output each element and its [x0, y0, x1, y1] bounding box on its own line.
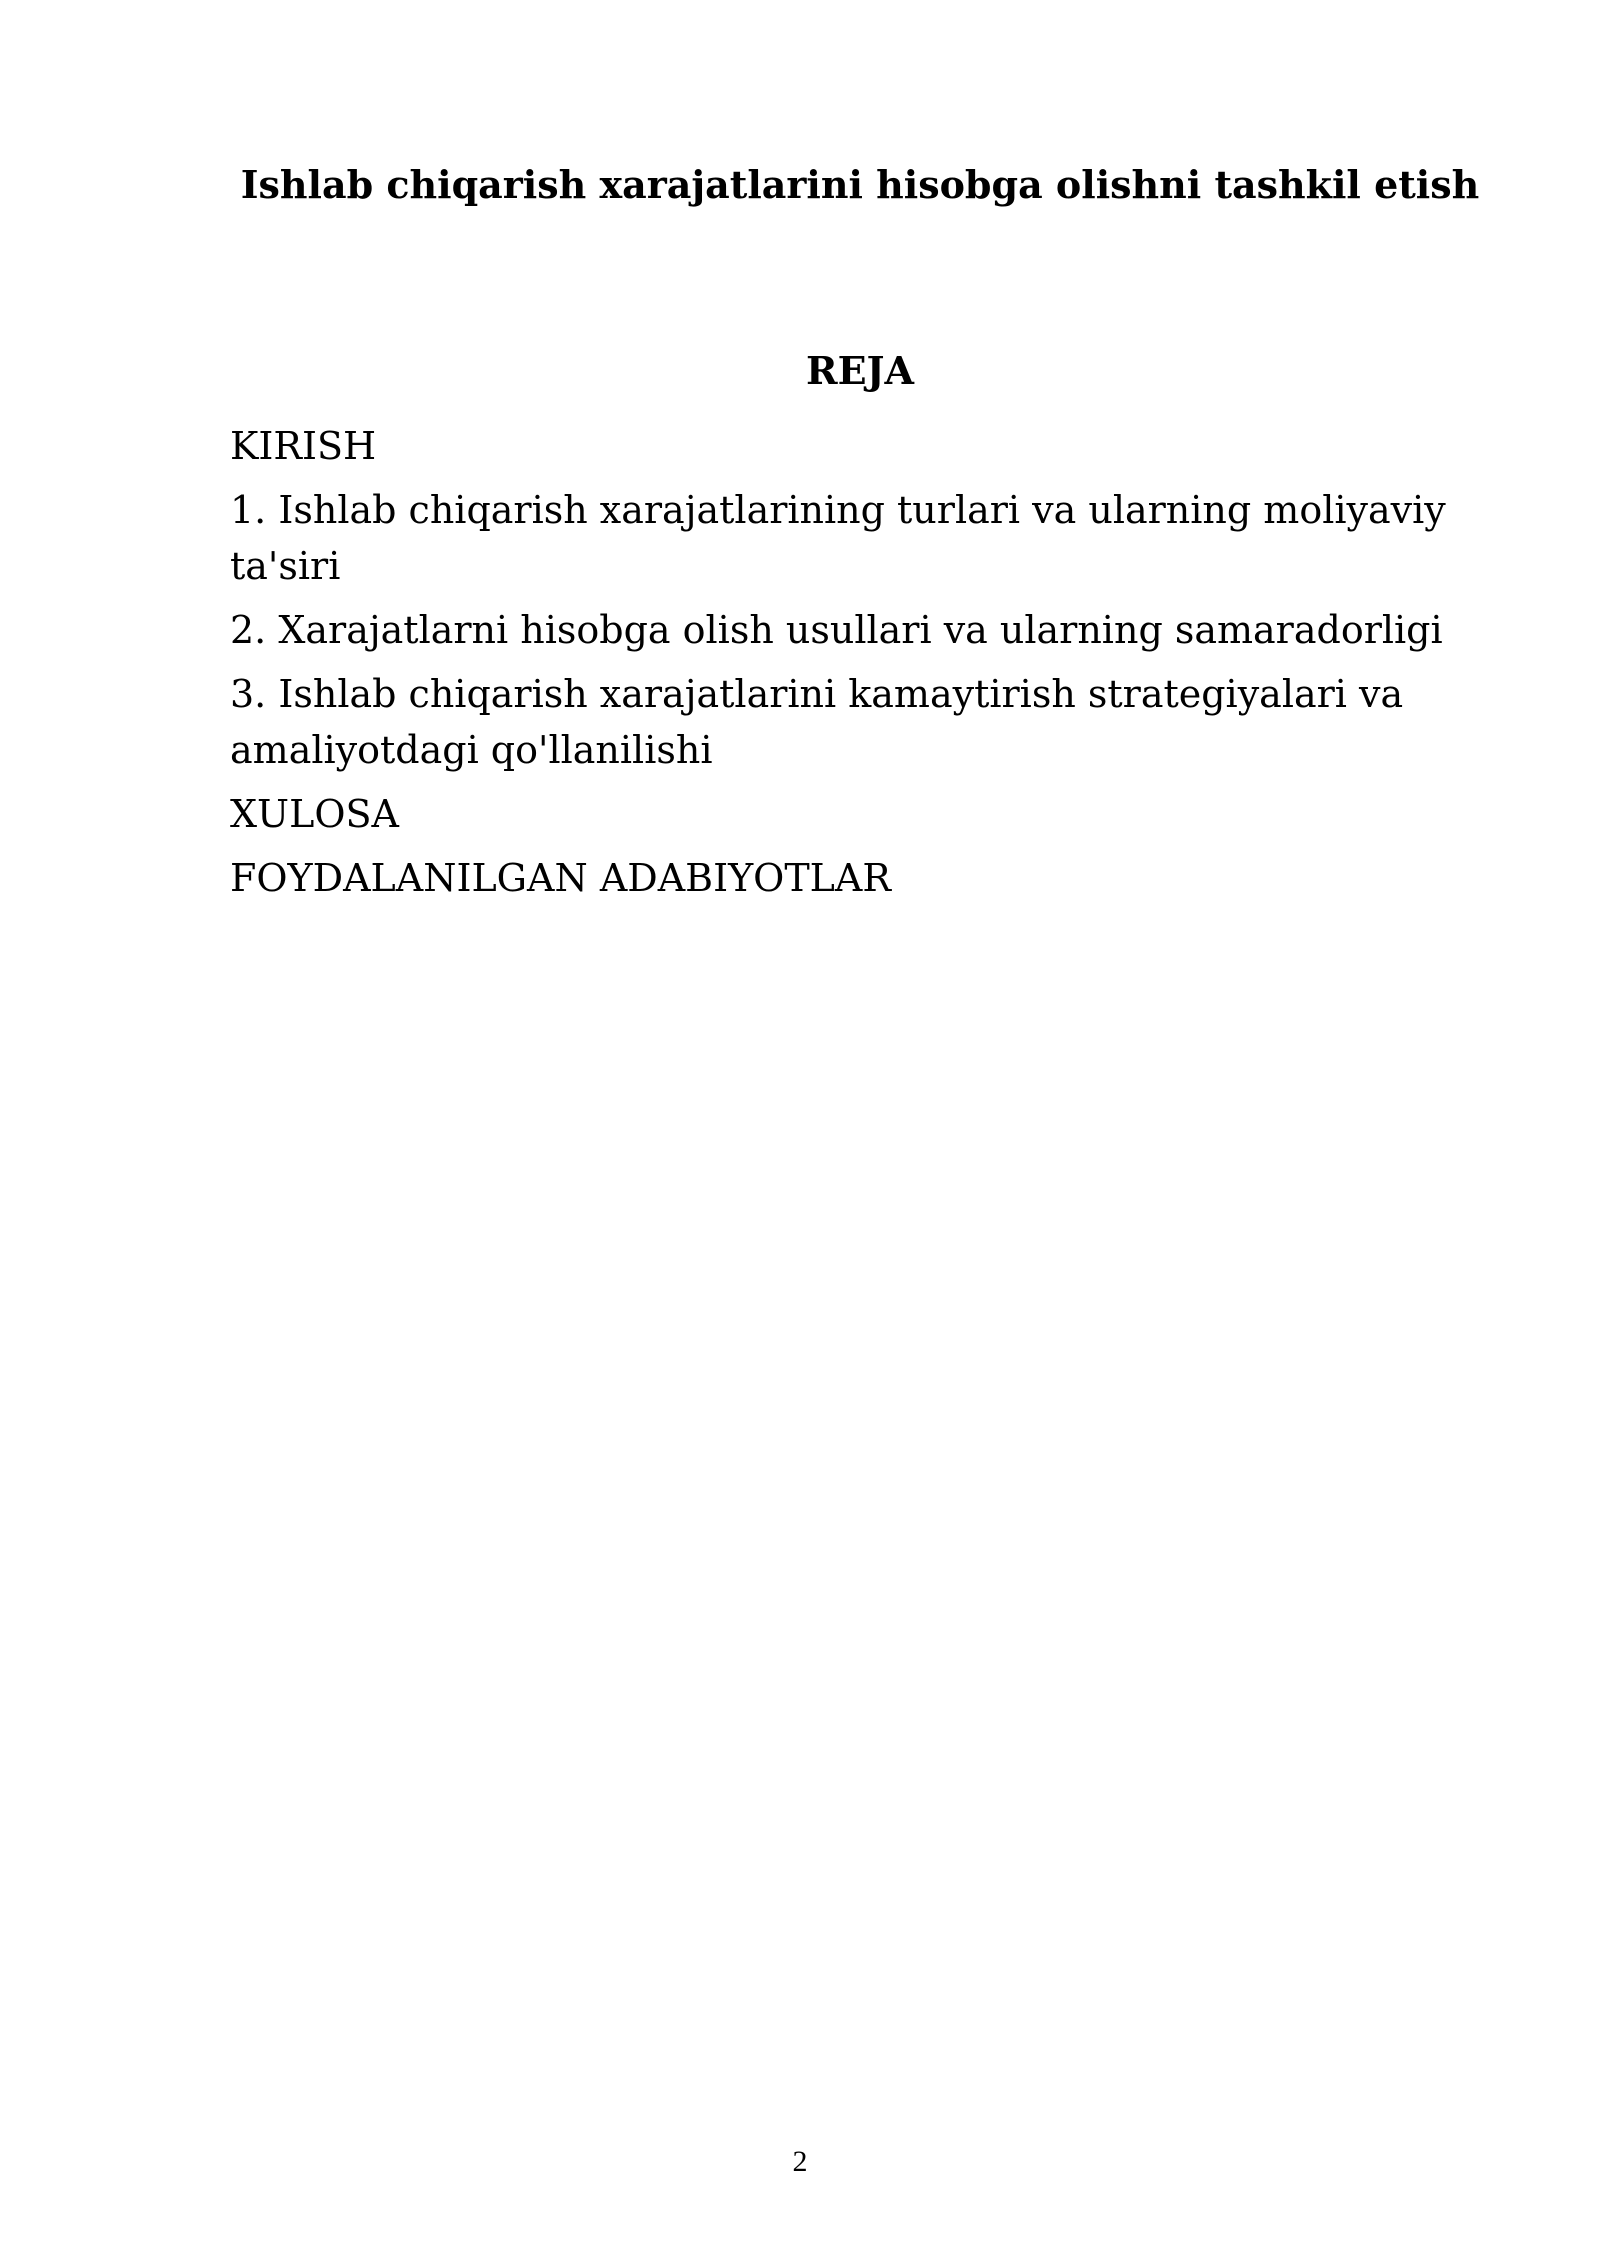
- plan-item-references: FOYDALANILGAN ADABIYOTLAR: [230, 856, 891, 900]
- page-number: 2: [792, 2145, 808, 2178]
- plan-item-introduction: KIRISH: [230, 424, 377, 468]
- plan-item-conclusion: XULOSA: [230, 792, 399, 836]
- plan-item-chapter-1: 1. Ishlab chiqarish xarajatlarining turlari va ularning moliyaviy ta'siri: [230, 488, 1446, 588]
- document-title: Ishlab chiqarish xarajatlarini hisobga olishni tashkil etish: [240, 162, 1480, 207]
- plan-item-chapter-2: 2. Xarajatlarni hisobga olish usullari va ularning samaradorligi: [230, 608, 1443, 652]
- plan-list: [230, 418, 1490, 914]
- plan-item-chapter-3: 3. Ishlab chiqarish xarajatlarini kamaytirish strategiyalari va amaliyotdagi qo'llanilishi: [230, 672, 1404, 772]
- plan-heading: REJA: [805, 348, 914, 393]
